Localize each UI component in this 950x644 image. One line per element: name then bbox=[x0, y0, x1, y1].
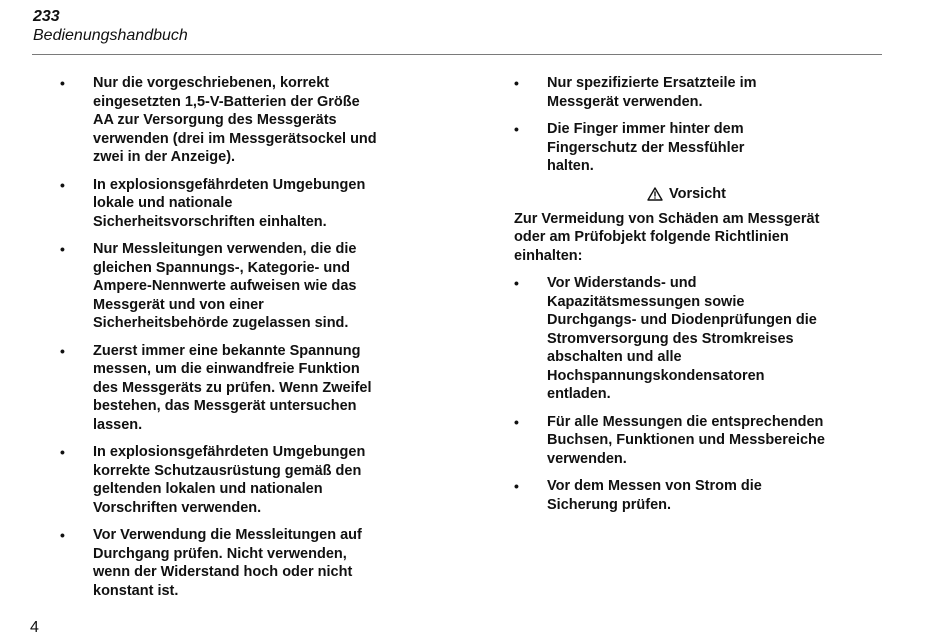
list-item-text: Nur spezifizierte Ersatzteile im Messgerät verwenden. bbox=[547, 75, 757, 110]
left-bullet-list bbox=[60, 74, 405, 600]
list-item-text: In explosionsgefährdeten Umgebungen lokale und nationale Sicherheitsvorschriften einhalten. bbox=[93, 176, 366, 230]
page-number: 4 bbox=[30, 619, 39, 636]
bullet-point: • bbox=[60, 444, 65, 460]
list-item bbox=[514, 74, 859, 111]
list-item-text: Nur die vorgeschriebenen, korrekt eingesetzten 1,5-V-Batterien der Größe AA zur Versorgung des Messgeräts verwenden (drei im Messgerätsockel und zwei in der Anzeige). bbox=[93, 75, 377, 165]
bullet-point: • bbox=[514, 121, 519, 137]
list-item bbox=[60, 176, 405, 232]
list-item bbox=[514, 413, 859, 469]
bullet-point: • bbox=[60, 176, 65, 193]
bullet-point: • bbox=[514, 413, 519, 430]
bullet-point: • bbox=[60, 75, 65, 91]
caution-heading-text: Vorsicht bbox=[669, 185, 726, 202]
bullet-point: • bbox=[60, 342, 65, 359]
list-item-text: Für alle Messungen die entsprechenden Buchsen, Funktionen und Messbereiche verwenden. bbox=[547, 413, 825, 467]
bullet-point: • bbox=[60, 241, 65, 257]
list-item bbox=[60, 240, 405, 333]
caution-heading bbox=[514, 185, 859, 203]
list-item bbox=[60, 342, 405, 435]
list-item-text: Vor Verwendung die Messleitungen auf Durchgang prüfen. Nicht verwenden, wenn der Widerstand hoch oder nicht konstant ist. bbox=[93, 527, 362, 599]
right-column bbox=[514, 74, 859, 523]
right-top-bullet-list bbox=[514, 74, 859, 176]
bullet-point: • bbox=[514, 75, 519, 91]
bullet-point: • bbox=[514, 478, 519, 494]
header-divider bbox=[32, 54, 882, 55]
header-number: 233 bbox=[33, 8, 60, 25]
caution-intro: Zur Vermeidung von Schäden am Messgerät oder am Prüfobjekt folgende Richtlinien einhalten: bbox=[514, 210, 820, 264]
header-title: Bedienungshandbuch bbox=[33, 27, 188, 44]
list-item-text: Die Finger immer hinter dem Fingerschutz der Messfühler halten. bbox=[547, 121, 745, 174]
list-item-text: In explosionsgefährdeten Umgebungen korrekte Schutzausrüstung gemäß den geltenden lokalen und nationalen Vorschriften verwenden. bbox=[93, 444, 366, 516]
list-item bbox=[514, 477, 859, 514]
list-item bbox=[514, 120, 859, 176]
right-bottom-bullet-list bbox=[514, 274, 859, 514]
list-item-text: Vor Widerstands- und Kapazitätsmessungen sowie Durchgangs- und Diodenprüfungen die Stromversorgung des Stromkreises abschalten und alle Hochspannungskondensatoren entladen. bbox=[547, 275, 817, 402]
list-item bbox=[60, 526, 405, 600]
list-item-text: Nur Messleitungen verwenden, die die gleichen Spannungs-, Kategorie- und Ampere-Nennwerte aufweisen wie das Messgerät und von einer Sicherheitsbehörde zugelassen sind. bbox=[93, 241, 357, 331]
bullet-point: • bbox=[514, 275, 519, 291]
list-item bbox=[514, 274, 859, 404]
bullet-point: • bbox=[60, 527, 65, 543]
left-column bbox=[60, 74, 405, 609]
list-item bbox=[60, 443, 405, 517]
list-item-text: Vor dem Messen von Strom die Sicherung prüfen. bbox=[547, 478, 762, 513]
list-item bbox=[60, 74, 405, 167]
list-item-text: Zuerst immer eine bekannte Spannung messen, um die einwandfreie Funktion des Messgeräts zu prüfen. Wenn Zweifel bestehen, das Messgerät untersuchen lassen. bbox=[93, 342, 372, 433]
page-header bbox=[33, 8, 883, 46]
warning-triangle-icon bbox=[647, 187, 663, 201]
